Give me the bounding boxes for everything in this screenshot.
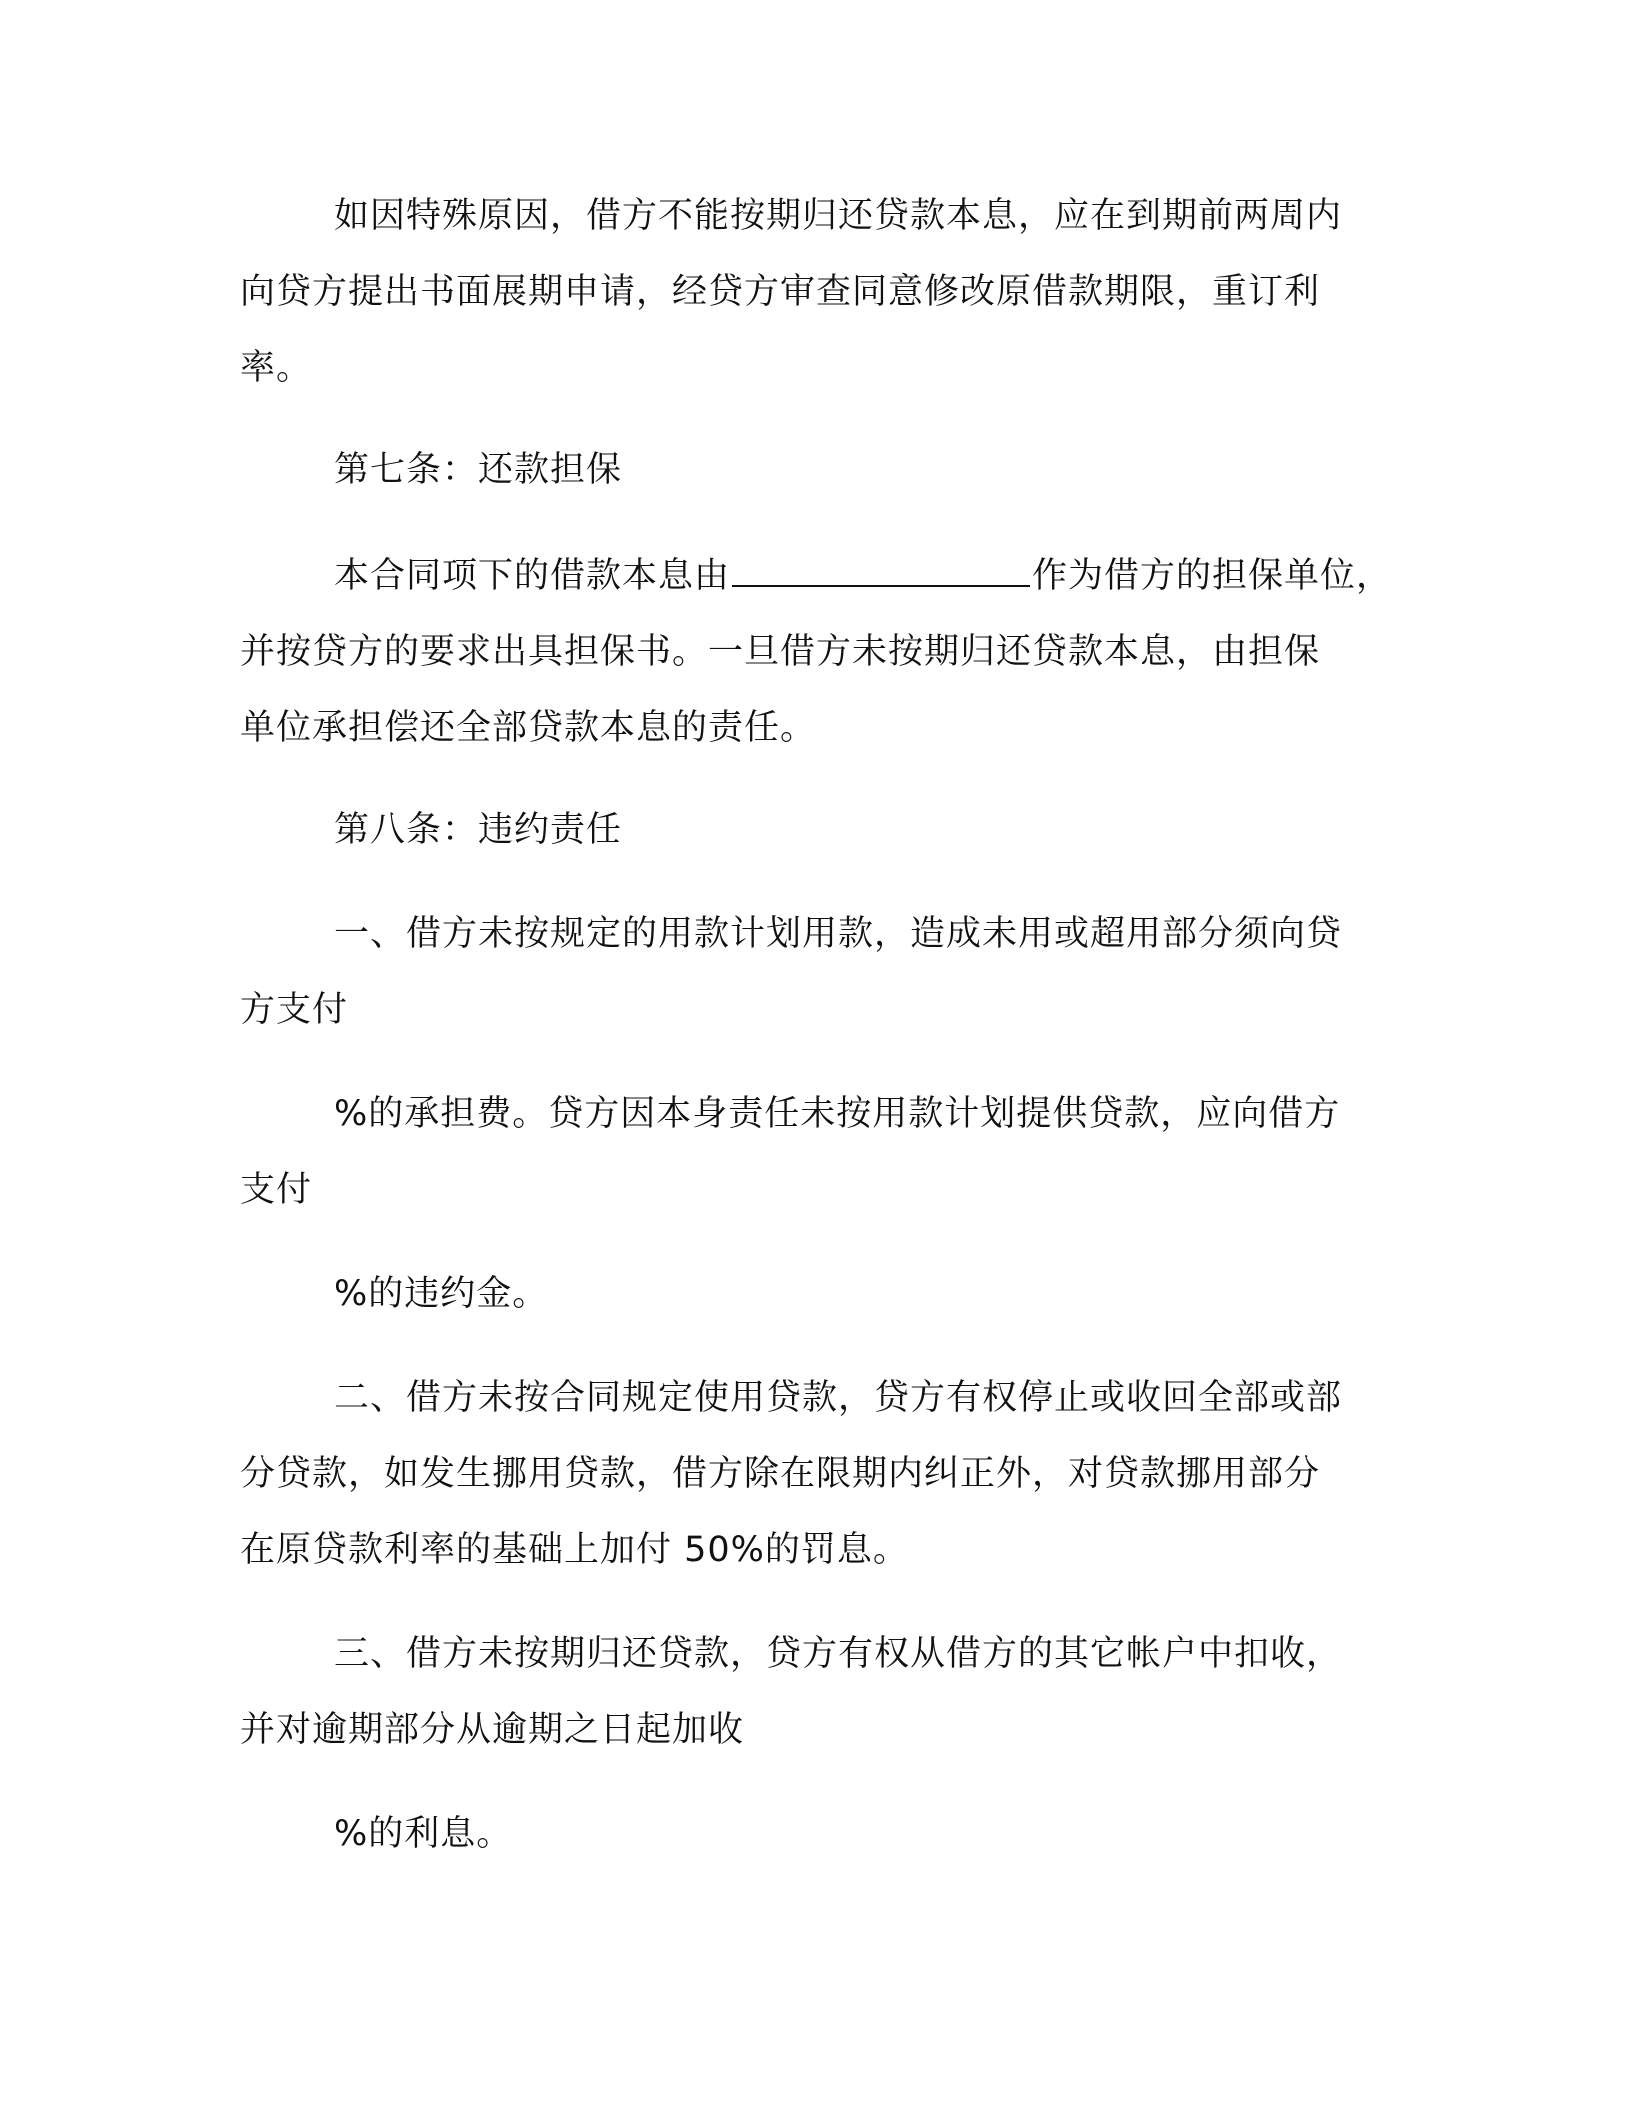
clause-1-commitment-fee-line-2: 支付 <box>240 1170 313 1210</box>
guarantee-text-after-blank: 作为借方的担保单位， <box>1032 556 1393 596</box>
article-8-heading: 第八条：违约责任 <box>334 810 623 850</box>
article-7-heading: 第七条：还款担保 <box>334 450 623 490</box>
clause-3-line-1: 三、借方未按期归还贷款，贷方有权从借方的其它帐户中扣收， <box>334 1634 1343 1674</box>
clause-1-penalty-line: %的违约金。 <box>334 1274 549 1314</box>
paragraph-extension-line-3: 率。 <box>240 348 313 388</box>
clause-1-line-2: 方支付 <box>240 990 349 1030</box>
guarantee-text-before-blank: 本合同项下的借款本息由 <box>334 556 731 596</box>
clause-2-line-1: 二、借方未按合同规定使用贷款，贷方有权停止或收回全部或部 <box>334 1378 1343 1418</box>
clause-3-line-2: 并对逾期部分从逾期之日起加收 <box>240 1710 745 1750</box>
clause-3-interest-line: %的利息。 <box>334 1814 513 1854</box>
clause-1-commitment-fee-line-1: %的承担费。贷方因本身责任未按用款计划提供贷款，应向借方 <box>334 1094 1341 1134</box>
paragraph-guarantee-line-2: 并按贷方的要求出具担保书。一旦借方未按期归还贷款本息，由担保 <box>240 632 1321 672</box>
paragraph-extension-line-2: 向贷方提出书面展期申请，经贷方审查同意修改原借款期限，重订利 <box>240 272 1321 312</box>
paragraph-extension-line-1: 如因特殊原因，借方不能按期归还贷款本息，应在到期前两周内 <box>334 196 1343 236</box>
paragraph-guarantee-line-1 <box>334 552 1392 600</box>
clause-2-line-2: 分贷款，如发生挪用贷款，借方除在限期内纠正外，对贷款挪用部分 <box>240 1454 1321 1494</box>
guarantor-blank-field <box>732 555 1030 587</box>
clause-1-line-1: 一、借方未按规定的用款计划用款，造成未用或超用部分须向贷 <box>334 914 1343 954</box>
paragraph-guarantee-line-3: 单位承担偿还全部贷款本息的责任。 <box>240 708 817 748</box>
clause-2-line-3: 在原贷款利率的基础上加付 50%的罚息。 <box>240 1530 909 1570</box>
